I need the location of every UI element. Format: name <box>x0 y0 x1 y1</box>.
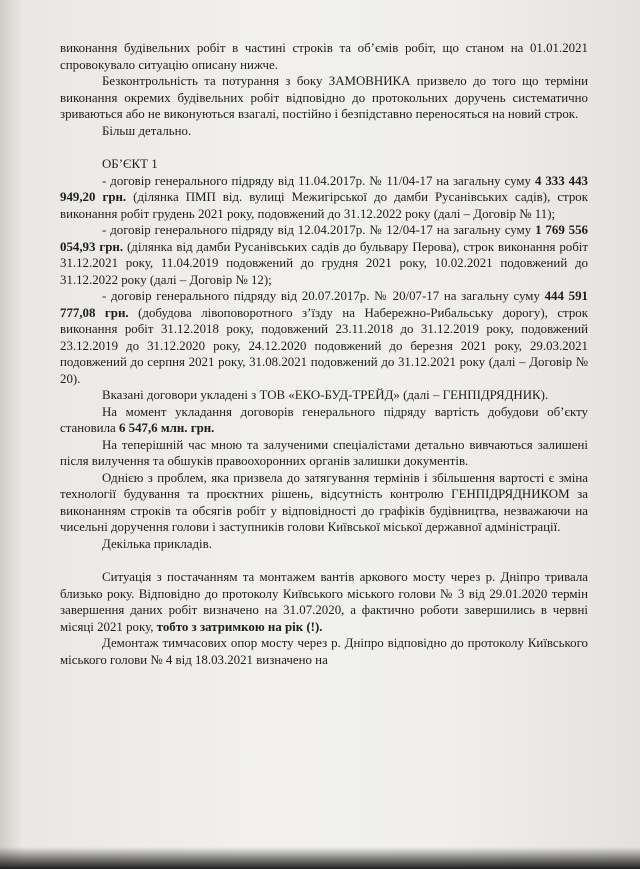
object-heading: ОБ’ЄКТ 1 <box>102 157 158 171</box>
paragraph-examples-heading: Декілька прикладів. <box>102 536 212 551</box>
paragraph-intro: виконання будівельних робіт в частині строків та об’ємів робіт, що станом на 01.01.2021 спровокувало ситуацію описану нижче. <box>60 41 588 72</box>
bridge-cables-delay: тобто з затримкою на рік (!). <box>156 619 323 634</box>
document-body <box>60 40 588 668</box>
contract-20-sum: 444 591 777,08 грн. <box>60 289 588 320</box>
contract-12-text-start: - договір генерального підряду від 12.04.2017р. № 12/04-17 на загальну суму <box>102 223 536 237</box>
initial-cost-amount: 6 547,6 млн. грн. <box>118 421 215 435</box>
contract-11-text-end: (ділянка ПМП від. вулиці Межигірської до дамби Русанівських садів), строк виконання робіт грудень 2021 року, подовжений до 31.12.2022 року (далі – Договір № 11); <box>60 190 588 221</box>
contract-11-text-start: - договір генерального підряду від 11.04.2017р. № 11/04-17 на загальну суму <box>102 173 535 188</box>
paragraph-customer-negligence: Безконтрольність та потурання з боку ЗАМОВНИКА призвело до того що терміни виконання окремих будівельних робіт відповідно до протокольних доручень систематично зриваються або не виконуються взагалі, постійно і безпідставно переносяться на новий строк. <box>60 74 588 121</box>
contract-20-text-start: - договір генерального підряду від 20.07.2017р. № 20/07-17 на загальну суму <box>102 289 545 303</box>
contract-12-text-end: (ділянка від дамби Русанівських садів до бульвару Перова), строк виконання робіт 31.12.2021 року, 11.04.2019 подовжений до грудня 2021 року, 10.02.2021 подовжений до 31.12.2022 року (далі – Договір № 12); <box>60 239 588 287</box>
paragraph-general-contractor: Вказані договори укладені з ТОВ «ЕКО-БУД-ТРЕЙД» (далі – ГЕНПІДРЯДНИК). <box>102 388 549 402</box>
paragraph-document-study: На теперішній час мною та залученими спеціалістами детально вивчаються залишені після вилучення та обшуків правоохоронних органів залишки документів. <box>60 437 588 468</box>
paragraph-temporary-supports: Демонтаж тимчасових опор мосту через р. Дніпро відповідно до протоколу Київського міського голови № 4 від 18.03.2021 визначено на <box>60 636 588 667</box>
page-shadow-left <box>0 0 22 869</box>
paragraph-initial-cost <box>60 404 588 437</box>
paragraph-problems: Однією з проблем, яка призвела до затягування термінів і збільшення вартості є зміна технології будування та проєктних рішень, відсутність контролю ГЕНПІДРЯДНИКОМ за виконанням строків та обсягів робіт у відповідності до графіків будівництва, незважаючи на чисельні доручення голови і заступників голови Київської міської державної адміністрації. <box>60 470 588 534</box>
contract-12-item <box>60 222 588 288</box>
contract-20-item <box>60 288 588 387</box>
paragraph-bridge-cables <box>60 569 588 635</box>
paragraph-more-detail: Більш детально. <box>102 123 192 138</box>
contract-12-sum: 1 769 556 054,93 грн. <box>60 223 589 254</box>
contract-11-sum: 4 333 443 949,20 грн. <box>60 173 588 204</box>
page-shadow-bottom <box>0 847 640 869</box>
contract-11-item <box>60 173 588 223</box>
initial-cost-text: На момент укладання договорів генерального підряду вартість добудови об’єкту становила <box>60 404 588 435</box>
bridge-cables-text: Ситуація з постачанням та монтажем вантів аркового мосту через р. Дніпро тривала близько року. Відповідно до протоколу Київського міського голови № 3 від 29.01.2020 термін завершення даних робіт визначено на 31.07.2020, а фактично роботи завершились в червні місяці 2021 року, <box>60 570 588 634</box>
contract-20-text-end: (добудова лівоповоротного з’їзду на Набережно-Рибальську дорогу), строк виконання робіт 31.12.2018 року, подовжений 23.11.2018 до 31.12.2019 року, подовжений 23.12.2019 до 31.12.2020 року, 24.12.2020 подовжений до березня 2021 року, 29.03.2021 подовжений до серпня 2021 року, 31.08.2021 подовжений до 31.12.2021 року (далі – Договір № 20). <box>60 305 588 386</box>
